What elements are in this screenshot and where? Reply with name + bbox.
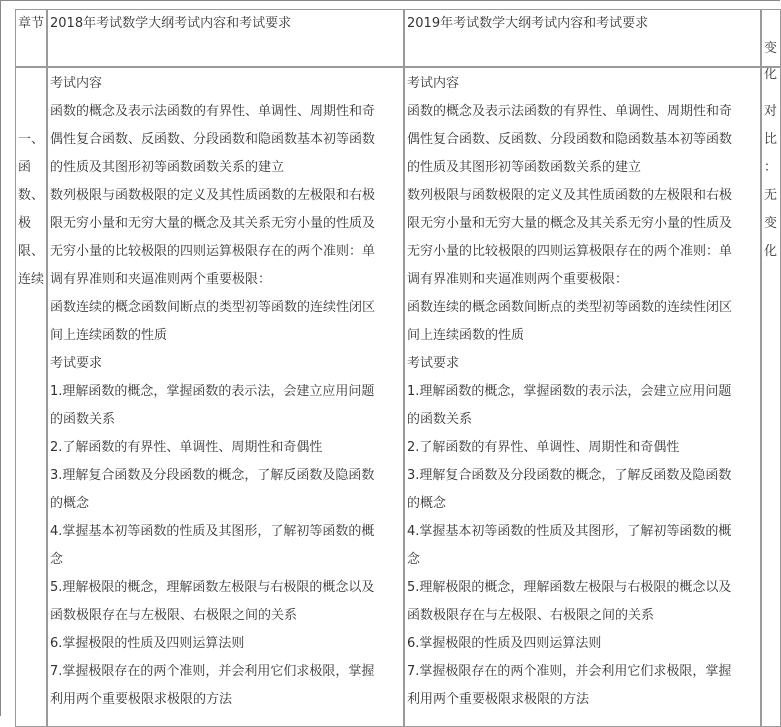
content-line: 函数的概念及表示法函数的有界性、单调性、周期性和奇 [50,104,376,119]
content-line: 无穷小量的比较极限的四则运算极限存在的两个准则：单 [50,244,376,259]
content-line: 函数的概念及表示法函数的有界性、单调性、周期性和奇 [407,104,733,119]
row-change [761,67,781,727]
content-line: 调有界准则和夹逼准则两个重要极限： [50,272,272,287]
content-line: 的函数关系 [407,412,473,427]
content-line: 的函数关系 [50,412,116,427]
content-line: 6.掌握极限的性质及四则运算法则 [407,636,602,651]
content-line: 1.理解函数的概念，掌握函数的表示法，会建立应用问题 [50,384,375,399]
content-line: 的性质及其图形初等函数函数关系的建立 [407,160,642,175]
content-line: 考试内容 [407,76,460,91]
content-line: 念 [50,552,64,567]
content-line: 数列极限与函数极限的定义及其性质函数的左极限和右极 [407,188,733,203]
content-line: 念 [407,552,421,567]
content-line: 3.理解复合函数及分段函数的概念，了解反函数及隐函数 [50,468,375,483]
content-line: 偶性复合函数、反函数、分段函数和隐函数基本初等函数 [50,132,376,147]
row-content-2018 [47,67,404,727]
content-line: 调有界准则和夹逼准则两个重要极限： [407,272,629,287]
header-change [761,9,781,82]
header-2019-label: 2019年考试数学大纲考试内容和考试要求 [407,16,649,31]
content-line: 2.了解函数的有界性、单调性、周期性和奇偶性 [407,440,680,455]
header-chapter-label: 章节 [18,16,45,31]
content-line: 利用两个重要极限求极限的方法 [50,692,233,707]
content-line: 的概念 [407,496,447,511]
content-line: 考试内容 [50,76,103,91]
header-2019 [404,9,761,67]
content-line: 5.理解极限的概念，理解函数左极限与右极限的概念以及 [50,580,375,595]
content-line: 利用两个重要极限求极限的方法 [407,692,590,707]
content-line: 4.掌握基本初等函数的性质及其图形，了解初等函数的概 [407,524,732,539]
header-2018-label: 2018年考试数学大纲考试内容和考试要求 [50,16,292,31]
content-line: 7.掌握极限存在的两个准则，并会利用它们求极限，掌握 [407,664,732,679]
content-line: 偶性复合函数、反函数、分段函数和隐函数基本初等函数 [407,132,733,147]
row-chapter [15,67,47,727]
content-line: 函数极限存在与左极限、右极限之间的关系 [50,608,298,623]
row-content-2019 [404,67,761,727]
row-chapter-label: 一、 函 数、 极 限、 连续 [18,132,45,287]
header-change-label: 变 化 [764,41,778,82]
content-line: 6.掌握极限的性质及四则运算法则 [50,636,245,651]
content-line: 限无穷小量和无穷大量的概念及其关系无穷小量的性质及 [407,216,733,231]
header-2018 [47,9,404,67]
header-chapter [15,9,47,67]
content-line: 函数连续的概念函数间断点的类型初等函数的连续性闭区 [50,300,376,315]
content-line: 5.理解极限的概念，理解函数左极限与右极限的概念以及 [407,580,732,595]
content-line: 函数连续的概念函数间断点的类型初等函数的连续性闭区 [407,300,733,315]
content-line: 数列极限与函数极限的定义及其性质函数的左极限和右极 [50,188,376,203]
content-line: 限无穷小量和无穷大量的概念及其关系无穷小量的性质及 [50,216,376,231]
content-line: 4.掌握基本初等函数的性质及其图形，了解初等函数的概 [50,524,375,539]
content-line: 7.掌握极限存在的两个准则，并会利用它们求极限，掌握 [50,664,375,679]
content-line: 的性质及其图形初等函数函数关系的建立 [50,160,285,175]
content-line: 考试要求 [50,356,103,371]
content-line: 间上连续函数的性质 [50,328,168,343]
content-line: 间上连续函数的性质 [407,328,525,343]
row-change-label: 对 比 ： 无 变 化 [764,104,778,259]
content-line: 2.了解函数的有界性、单调性、周期性和奇偶性 [50,440,323,455]
content-line: 无穷小量的比较极限的四则运算极限存在的两个准则：单 [407,244,733,259]
content-line: 3.理解复合函数及分段函数的概念，了解反函数及隐函数 [407,468,732,483]
content-line: 考试要求 [407,356,460,371]
content-line: 函数极限存在与左极限、右极限之间的关系 [407,608,655,623]
content-line: 1.理解函数的概念，掌握函数的表示法，会建立应用问题 [407,384,732,399]
content-line: 的概念 [50,496,90,511]
